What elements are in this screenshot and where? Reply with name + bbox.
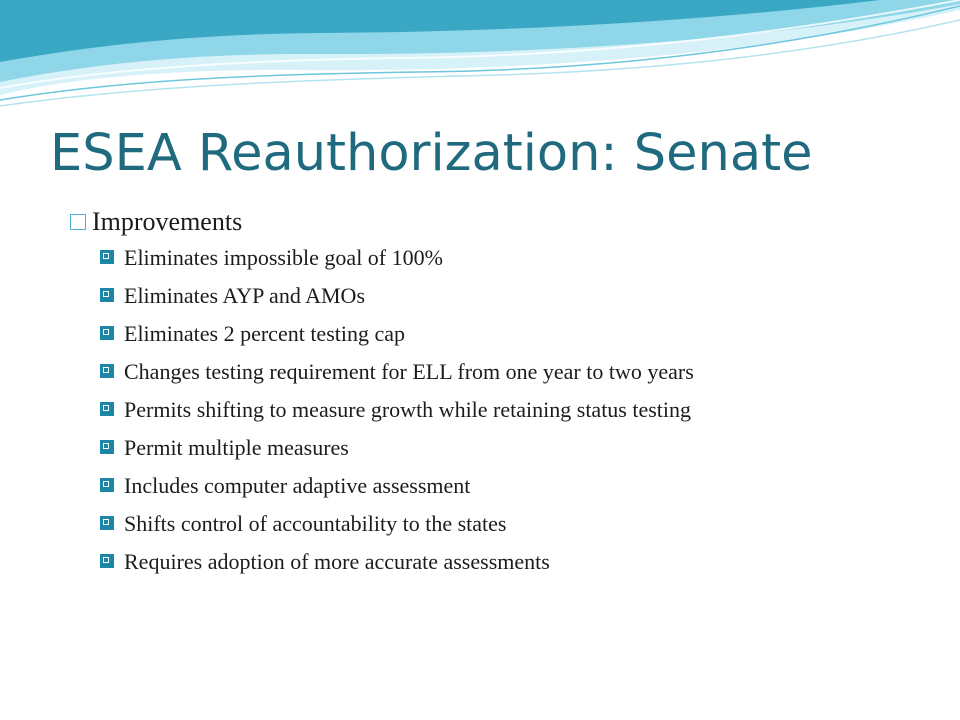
sub-bullet-item [100,472,870,499]
sub-bullet-text: Eliminates impossible goal of 100% [124,245,443,270]
square-bullet-icon [100,364,114,378]
square-bullet-icon [100,554,114,568]
sub-bullet-text: Shifts control of accountability to the states [124,511,507,536]
sub-bullet-item [100,548,870,575]
square-bullet-icon [100,288,114,302]
sub-bullet-list [70,244,870,575]
header-wave-decoration [0,0,960,110]
slide-content [70,204,870,586]
sub-bullet-text: Includes computer adaptive assessment [124,473,471,498]
square-bullet-icon [100,440,114,454]
square-bullet-icon [100,326,114,340]
sub-bullet-text: Eliminates AYP and AMOs [124,283,366,308]
sub-bullet-item [100,434,870,461]
slide-title: ESEA Reauthorization: Senate [50,124,813,183]
sub-bullet-text: Permit multiple measures [124,435,349,460]
sub-bullet-item [100,282,870,309]
sub-bullet-item [100,244,870,271]
main-bullet-label: Improvements [92,207,243,236]
square-bullet-icon [100,250,114,264]
sub-bullet-item [100,396,870,423]
sub-bullet-text: Permits shifting to measure growth while retaining status testing [124,397,692,422]
sub-bullet-item [100,320,870,347]
hollow-square-icon [70,214,86,230]
sub-bullet-item [100,510,870,537]
main-bullet [70,204,870,240]
sub-bullet-item [100,358,870,385]
sub-bullet-text: Changes testing requirement for ELL from one year to two years [124,359,694,384]
square-bullet-icon [100,402,114,416]
sub-bullet-text: Eliminates 2 percent testing cap [124,321,406,346]
square-bullet-icon [100,478,114,492]
sub-bullet-text: Requires adoption of more accurate assessments [124,549,550,574]
square-bullet-icon [100,516,114,530]
